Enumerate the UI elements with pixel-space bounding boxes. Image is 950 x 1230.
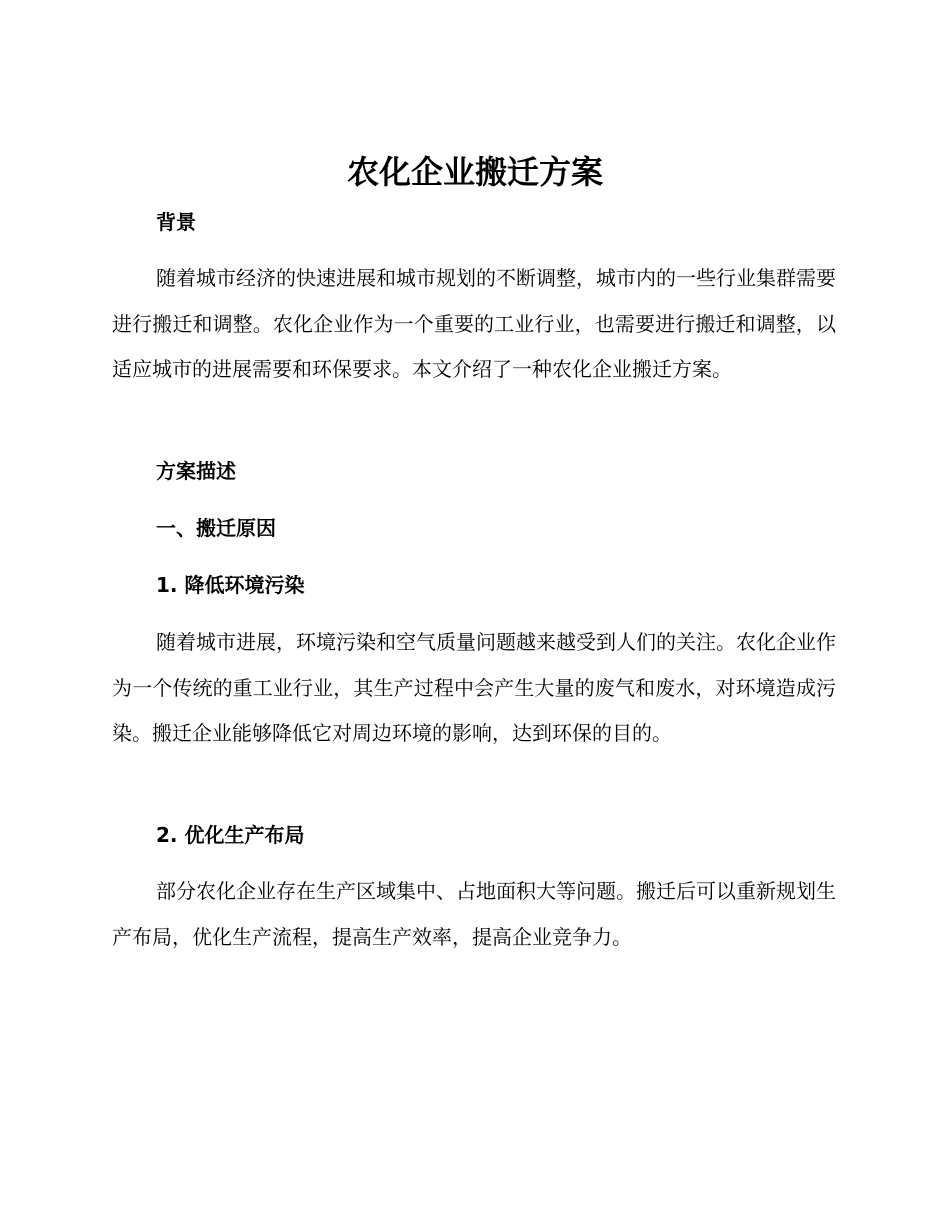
paragraph-reason2: 部分农化企业存在生产区域集中、占地面积大等问题。搬迁后可以重新规划生产布局，优化生产流程，提高生产效率，提高企业竞争力。 xyxy=(112,879,836,949)
section-heading-background: 背景 xyxy=(156,210,196,234)
subsection-heading-reason1: 1. 降低环境污染 xyxy=(156,573,305,597)
paragraph-background: 随着城市经济的快速进展和城市规划的不断调整，城市内的一些行业集群需要进行搬迁和调整。农化企业作为一个重要的工业行业，也需要进行搬迁和调整，以适应城市的进展需要和环保要求。本文介绍了一种农化企业搬迁方案。 xyxy=(112,266,836,381)
subsection-heading-reason2: 2. 优化生产布局 xyxy=(156,823,305,847)
document-title: 农化企业搬迁方案 xyxy=(346,153,603,191)
section-heading-reasons: 一、搬迁原因 xyxy=(156,516,276,540)
section-heading-plan: 方案描述 xyxy=(156,459,236,483)
paragraph-reason1: 随着城市进展，环境污染和空气质量问题越来越受到人们的关注。农化企业作为一个传统的重工业行业，其生产过程中会产生大量的废气和废水，对环境造成污染。搬迁企业能够降低它对周边环境的影响，达到环保的目的。 xyxy=(112,630,836,745)
